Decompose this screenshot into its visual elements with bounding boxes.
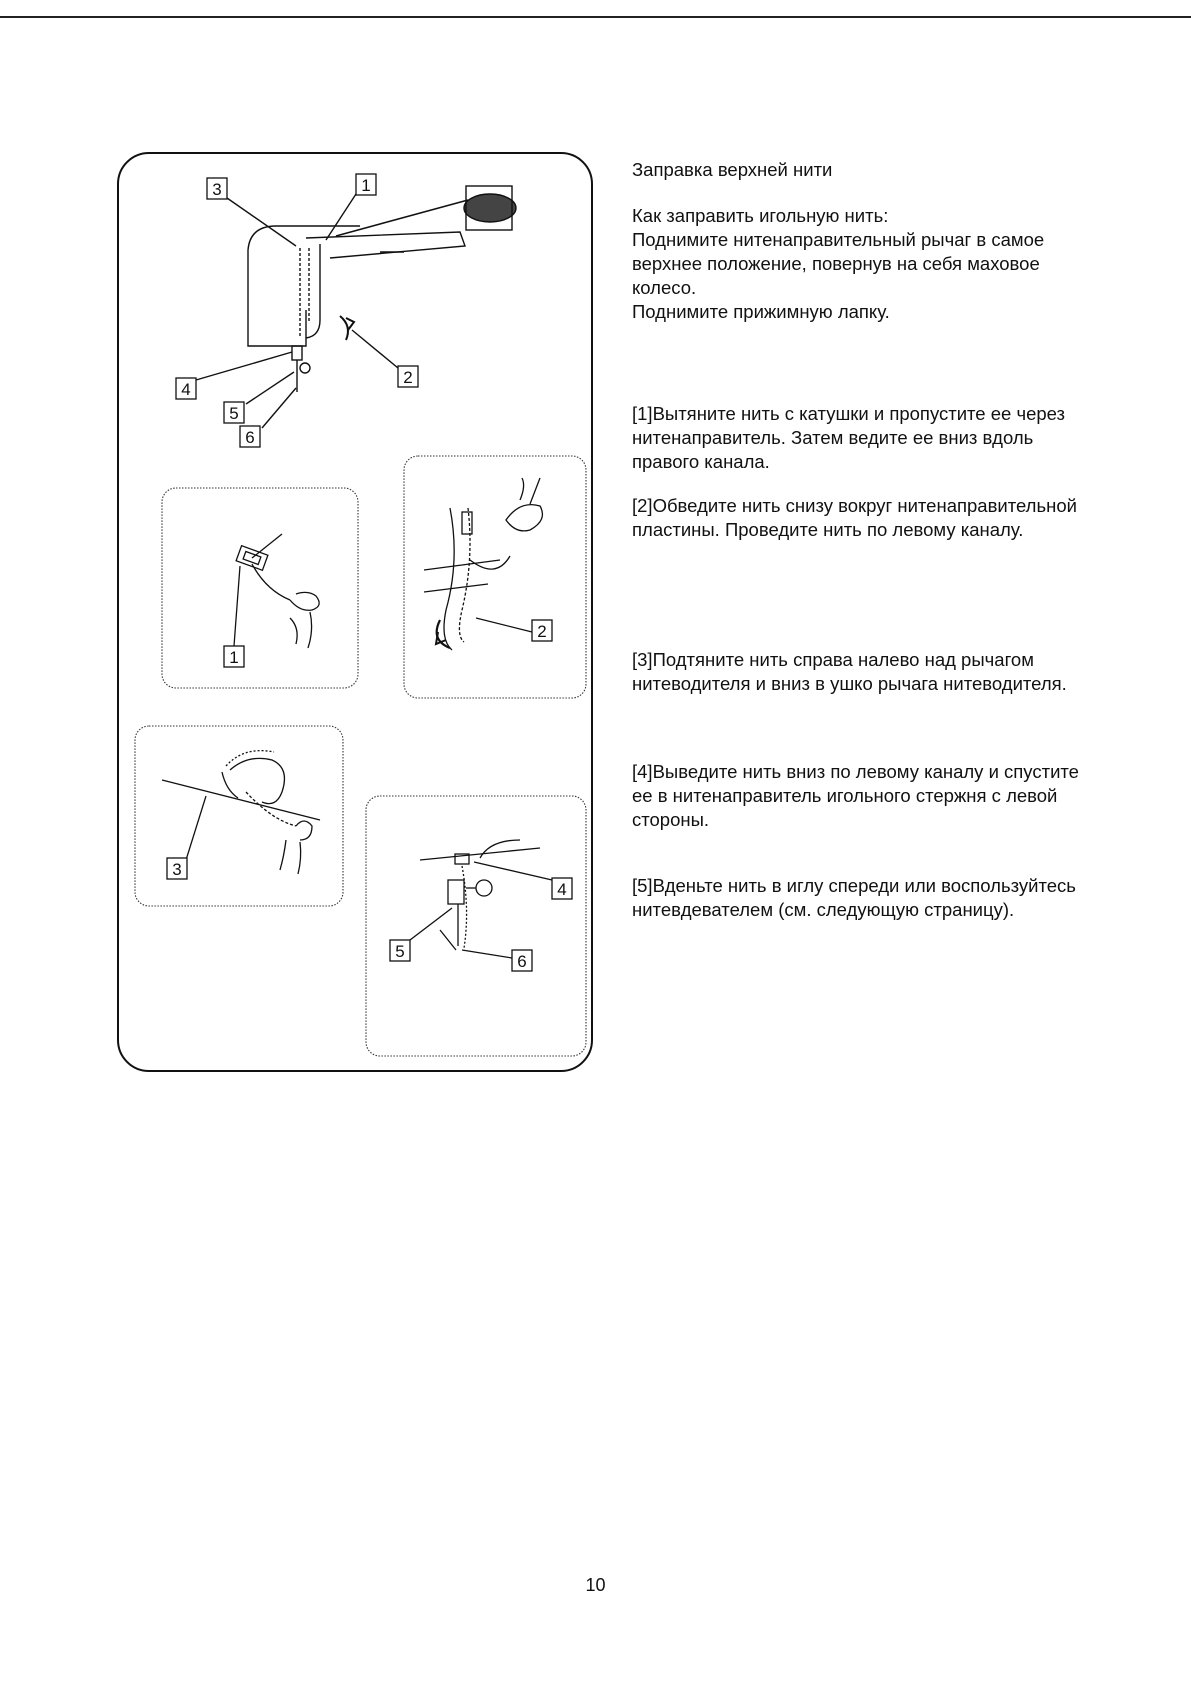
detail-3-callout-label: 3	[172, 860, 182, 879]
step-4: [4]Выведите нить вниз по левому каналу и спустите ее в нитенаправитель игольного стержня с левой стороны.	[632, 761, 1079, 830]
step-3: [3]Подтяните нить справа налево над рычагом нитеводителя и вниз в ушко рычага нитеводителя.	[632, 649, 1067, 694]
step-2: [2]Обведите нить снизу вокруг нитенаправительной пластины. Проведите нить по левому каналу.	[632, 495, 1077, 540]
callout-label-2: 2	[403, 368, 413, 387]
callout-label-1: 1	[361, 176, 371, 195]
step-1: [1]Вытяните нить с катушки и пропустите ее через нитенаправитель. Затем ведите ее вниз вдоль правого канала.	[632, 403, 1066, 472]
detail-2-callout-label: 2	[537, 622, 547, 641]
detail-6-callout-label: 6	[517, 952, 527, 971]
page-number: 10	[585, 1575, 606, 1595]
callout-label-3: 3	[212, 180, 222, 199]
step-5: [5]Вденьте нить в иглу спереди или воспользуйтесь нитевдевателем (см. следующую страницу).	[632, 875, 1076, 920]
intro-instruction-1: Поднимите нитенаправительный рычаг в самое верхнее положение, повернув на себя маховое колесо.	[632, 229, 1045, 298]
detail-3-figure	[162, 751, 320, 874]
detail-1-figure	[234, 534, 319, 648]
detail-1-callout-label: 1	[229, 648, 239, 667]
intro-instruction-2: Поднимите прижимную лапку.	[632, 301, 890, 322]
detail-456-figure	[410, 840, 552, 958]
machine-overview-figure	[196, 186, 516, 428]
detail-2-figure	[424, 478, 542, 650]
detail-4-callout-label: 4	[557, 880, 567, 899]
detail-5-callout-label: 5	[395, 942, 405, 961]
section-title: Заправка верхней нити	[632, 159, 833, 180]
callout-label-4: 4	[181, 380, 191, 399]
callout-label-6: 6	[245, 428, 255, 447]
intro-heading: Как заправить игольную нить:	[632, 205, 889, 226]
callout-label-5: 5	[229, 404, 239, 423]
